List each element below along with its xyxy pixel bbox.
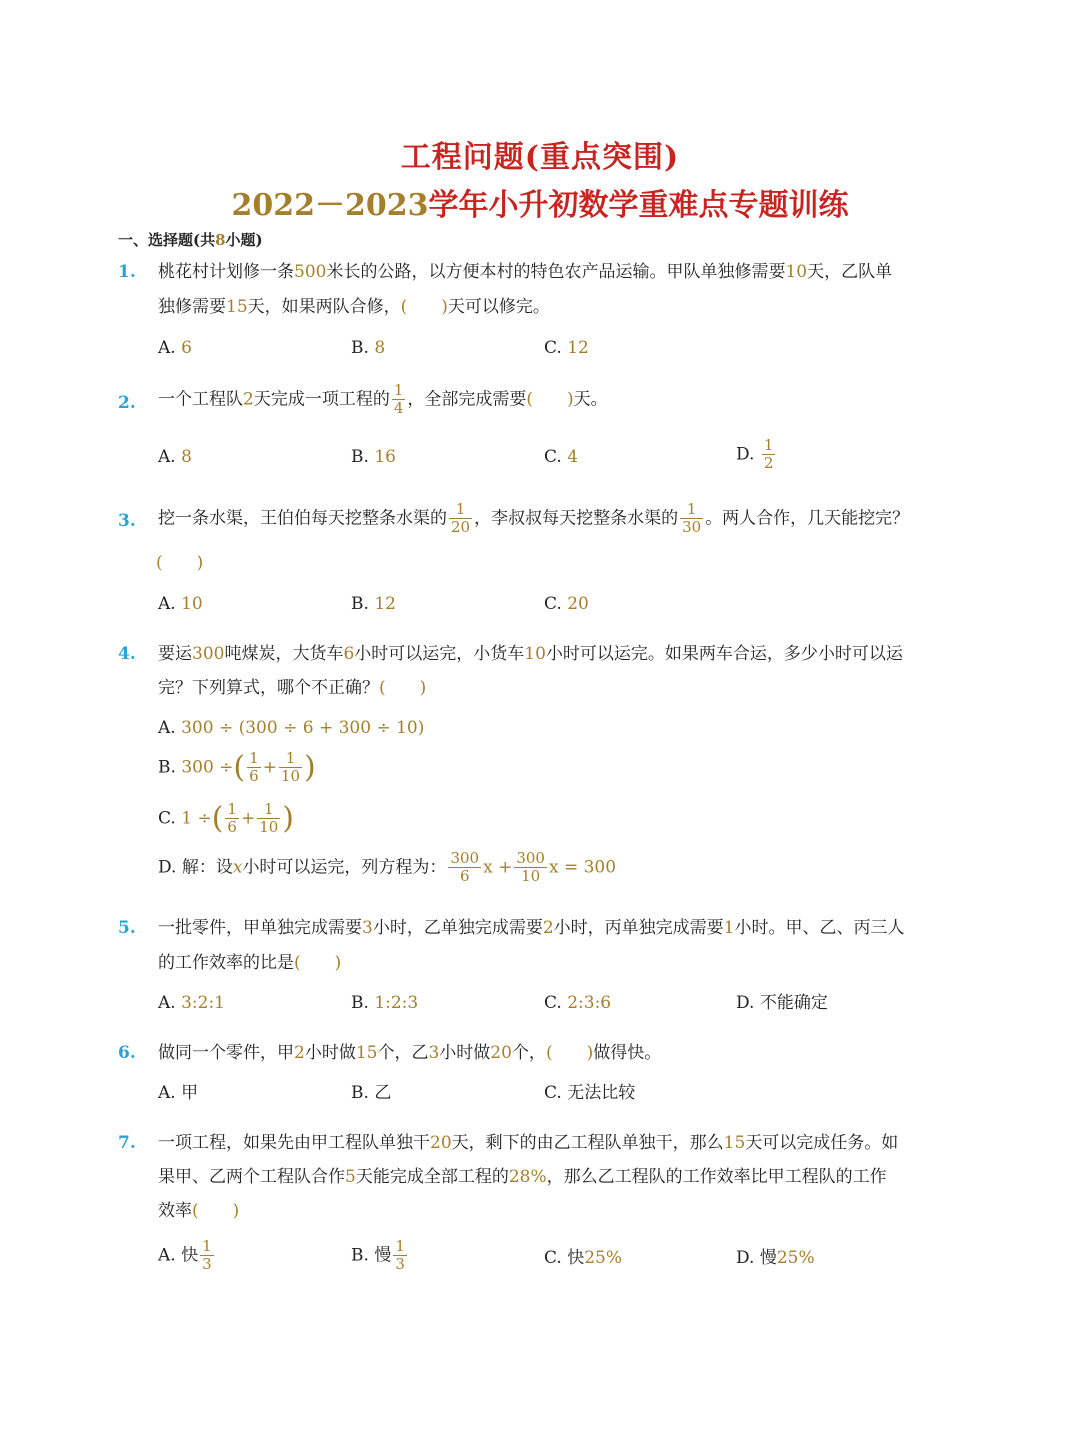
question-number-5: 5. <box>118 918 136 938</box>
question-4-line-1: 要运300吨煤炭，大货车6小时可以运完，小货车10小时可以运完。如果两车合运，多少小时可以运 <box>158 644 903 664</box>
fraction: $\frac{300}{10}$ <box>516 849 545 886</box>
question-number-2: 2. <box>118 393 136 413</box>
question-1-line-2: 独修需要15天，如果两队合修，( )天可以修完。 <box>158 297 550 317</box>
q4-option-b[interactable]: B. 300 ÷( $\frac{1}{6}$ + $\frac{1}{10}$ ) <box>158 749 316 786</box>
question-number-1: 1. <box>118 262 136 282</box>
question-7-line-2: 果甲、乙两个工程队合作5天能完成全部工程的28%，那么乙工程队的工作效率比甲工程队的工作 <box>158 1167 887 1187</box>
fraction: $\frac{1}{3}$ <box>202 1237 212 1274</box>
question-5-line-2: 的工作效率的比是( ) <box>158 953 342 973</box>
fraction: $\frac{1}{20}$ <box>451 500 471 537</box>
fraction: $\frac{1}{30}$ <box>682 500 702 537</box>
q6-option-b[interactable]: B. 乙 <box>351 1083 392 1103</box>
q7-option-b[interactable]: B. 慢 $\frac{1}{3}$ <box>351 1237 405 1274</box>
title-year: 2022－2023 <box>231 188 429 223</box>
fraction: $\frac{1}{6}$ <box>249 749 259 786</box>
q2-option-d[interactable]: D. $\frac{1}{2}$ <box>736 436 774 473</box>
question-2-line: 一个工程队2天完成一项工程的 $\frac{1}{4}$ ，全部完成需要( )天。 <box>158 381 608 418</box>
question-3-line-1: 挖一条水渠，王伯伯每天挖整条水渠的 $\frac{1}{20}$ ，李叔叔每天挖整条水渠的 $\frac{1}{30}$ 。两人合作，几天能挖完？ <box>158 500 910 537</box>
answer-blank[interactable]: ( ) <box>156 553 204 573</box>
question-5-line-1: 一批零件，甲单独完成需要3小时，乙单独完成需要2小时，丙单独完成需要1小时。甲、乙、丙三人 <box>158 918 905 938</box>
question-6-line: 做同一个零件，甲2小时做15个，乙3小时做20个，( )做得快。 <box>158 1043 662 1063</box>
q3-option-c[interactable]: C. 20 <box>544 594 589 614</box>
fraction: $\frac{1}{4}$ <box>393 381 404 418</box>
answer-blank[interactable]: ( ) <box>400 297 448 317</box>
q7-option-c[interactable]: C. 快25% <box>544 1248 623 1268</box>
answer-blank[interactable]: ( ) <box>545 1043 594 1063</box>
answer-blank[interactable]: ( ) <box>379 678 427 698</box>
q6-option-c[interactable]: C. 无法比较 <box>544 1083 636 1103</box>
q4-option-d[interactable]: D. 解：设x小时可以运完，列方程为： $\frac{300}{6}$ x + $\frac{300}{10}$ x = 300 <box>158 849 617 886</box>
q7-option-d[interactable]: D. 慢25% <box>736 1248 815 1268</box>
q7-option-a[interactable]: A. 快 $\frac{1}{3}$ <box>158 1237 212 1274</box>
q2-option-b[interactable]: B. 16 <box>351 447 396 467</box>
question-number-4: 4. <box>118 644 136 664</box>
q3-option-a[interactable]: A. 10 <box>158 594 203 614</box>
title-text: 学年小升初数学重难点专题训练 <box>428 188 849 223</box>
title-line-2 <box>0 180 1080 224</box>
q3-option-b[interactable]: B. 12 <box>351 594 396 614</box>
q1-option-b[interactable]: B. 8 <box>351 338 386 358</box>
question-number-3: 3. <box>118 511 136 531</box>
fraction: $\frac{1}{10}$ <box>280 749 301 786</box>
answer-blank[interactable]: ( ) <box>294 953 342 973</box>
title-line-1: 工程问题(重点突围) <box>400 140 680 175</box>
fraction: $\frac{1}{3}$ <box>395 1237 405 1274</box>
q4-option-c[interactable]: C. 1 ÷( $\frac{1}{6}$ + $\frac{1}{10}$ ) <box>158 800 295 837</box>
q5-option-b[interactable]: B. 1:2:3 <box>351 993 419 1013</box>
fraction: $\frac{1}{6}$ <box>227 800 237 837</box>
q1-option-a[interactable]: A. 6 <box>158 338 192 358</box>
section-heading: 一、选择题(共8小题) <box>118 231 263 249</box>
question-4-line-2: 完？下列算式，哪个不正确？( ) <box>158 678 427 698</box>
q5-option-a[interactable]: A. 3:2:1 <box>158 993 225 1013</box>
q4-option-a[interactable]: A. 300 ÷ (300 ÷ 6 + 300 ÷ 10) <box>158 718 425 738</box>
fraction: $\frac{1}{10}$ <box>259 800 279 837</box>
answer-blank[interactable]: ( ) <box>526 389 574 410</box>
q2-option-c[interactable]: C. 4 <box>544 447 579 467</box>
q5-option-c[interactable]: C. 2:3:6 <box>544 993 612 1013</box>
q1-option-c[interactable]: C. 12 <box>544 338 589 358</box>
q6-option-a[interactable]: A. 甲 <box>158 1083 199 1103</box>
question-number-7: 7. <box>118 1133 136 1153</box>
question-7-line-1: 一项工程，如果先由甲工程队单独干20天，剩下的由乙工程队单独干，那么15天可以完成任务。如 <box>158 1133 899 1153</box>
question-number-6: 6. <box>118 1043 136 1063</box>
fraction: $\frac{300}{6}$ <box>450 849 480 886</box>
fraction: $\frac{1}{2}$ <box>763 436 774 473</box>
q2-option-a[interactable]: A. 8 <box>158 447 192 467</box>
q5-option-d[interactable]: D. 不能确定 <box>736 993 828 1013</box>
question-7-line-3: 效率( ) <box>158 1201 240 1221</box>
answer-blank[interactable]: ( ) <box>192 1201 240 1221</box>
question-1-line-1: 桃花村计划修一条500米长的公路，以方便本村的特色农产品运输。甲队单独修需要10天，乙队单 <box>158 262 893 282</box>
